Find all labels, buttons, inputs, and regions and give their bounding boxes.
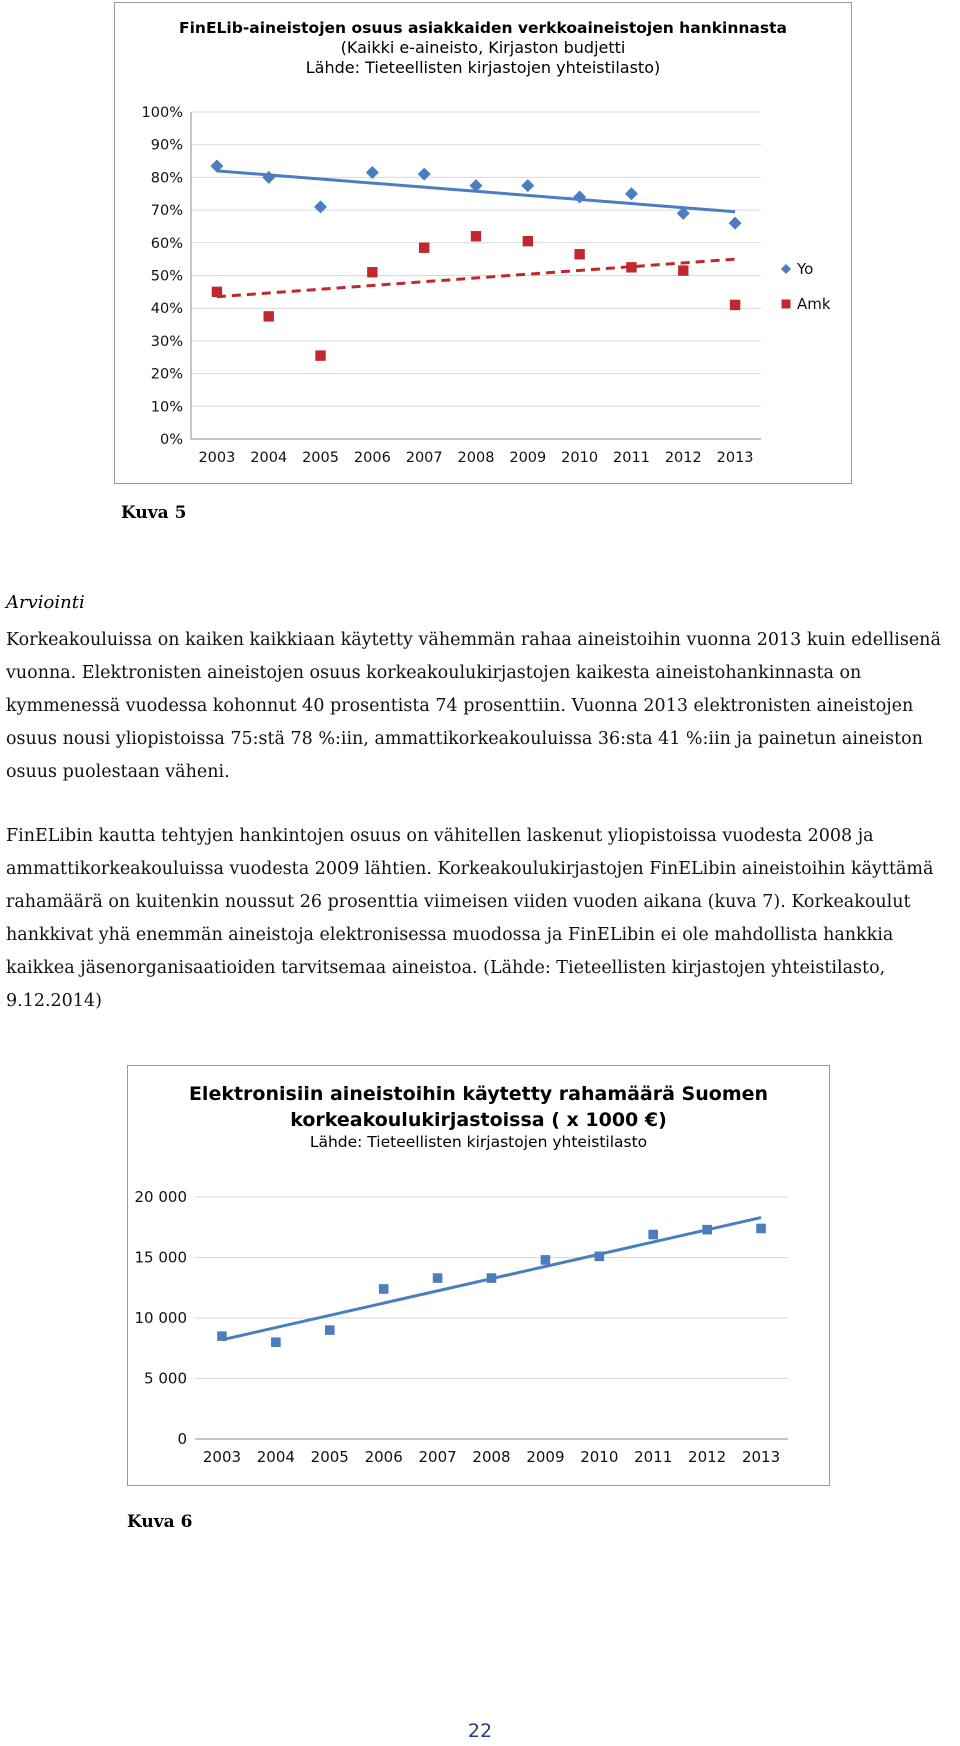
x-tick-label: 2006 — [364, 1448, 403, 1466]
x-tick-label: 2011 — [613, 450, 650, 466]
y-tick-label: 50% — [150, 268, 183, 285]
legend-label: Yo — [797, 260, 814, 278]
x-tick-label: 2008 — [457, 450, 495, 466]
x-tick-label: 2007 — [418, 1448, 457, 1466]
chart1-subtitle-line-2: Lähde: Tieteellisten kirjastojen yhteistilasto) — [305, 58, 661, 78]
data-point — [314, 200, 327, 213]
legend-marker — [782, 300, 791, 309]
x-tick-label: 2013 — [716, 450, 754, 466]
data-point — [367, 267, 377, 277]
data-point — [217, 1331, 227, 1341]
y-tick-label: 20% — [150, 366, 183, 383]
data-point — [418, 168, 431, 181]
y-tick-label: 0 — [177, 1430, 187, 1448]
chart1-plot — [115, 3, 851, 483]
x-tick-label: 2009 — [509, 450, 547, 466]
figure-caption-5: Kuva 5 — [121, 503, 187, 523]
y-tick-label: 100% — [141, 105, 183, 121]
x-tick-label: 2011 — [634, 1448, 673, 1466]
data-point — [678, 265, 688, 275]
data-point — [702, 1225, 712, 1235]
chart-finelib-share — [114, 2, 852, 484]
data-point — [212, 287, 222, 297]
figure-caption-6: Kuva 6 — [127, 1512, 193, 1532]
trendline — [217, 259, 735, 297]
x-tick-label: 2010 — [580, 1448, 619, 1466]
data-point — [433, 1273, 443, 1283]
chart2-title-line-1: Elektronisiin aineistoihin käytetty rahamäärä Suomen — [188, 1083, 769, 1105]
data-point — [471, 231, 481, 241]
x-tick-label: 2009 — [526, 1448, 565, 1466]
chart2-subtitle: Lähde: Tieteellisten kirjastojen yhteistilasto — [309, 1133, 648, 1152]
data-point — [264, 311, 274, 321]
data-point — [419, 243, 429, 253]
data-point — [262, 171, 275, 184]
data-point — [379, 1284, 389, 1294]
chart-electronic-spending — [127, 1065, 830, 1486]
y-tick-label: 60% — [150, 235, 183, 252]
data-point — [648, 1230, 658, 1240]
chart2-plot — [128, 1066, 829, 1485]
x-tick-label: 2003 — [202, 1448, 242, 1466]
data-point — [573, 191, 586, 204]
y-tick-label: 15 000 — [134, 1248, 187, 1267]
data-point — [523, 236, 533, 246]
data-point — [271, 1337, 281, 1347]
x-tick-label: 2007 — [405, 450, 443, 466]
x-tick-label: 2010 — [561, 450, 599, 466]
x-tick-label: 2003 — [198, 450, 236, 466]
data-point — [325, 1325, 335, 1335]
y-tick-label: 30% — [150, 333, 183, 350]
x-tick-label: 2004 — [256, 1448, 295, 1466]
data-point — [626, 262, 636, 272]
y-tick-label: 80% — [150, 170, 183, 187]
legend-label: Amk — [797, 295, 831, 313]
data-point — [541, 1255, 551, 1265]
y-tick-label: 10 000 — [134, 1309, 187, 1327]
y-tick-label: 20 000 — [134, 1188, 187, 1206]
legend-marker — [781, 264, 791, 274]
y-tick-label: 0% — [159, 432, 183, 448]
x-tick-label: 2012 — [664, 450, 702, 466]
x-tick-label: 2006 — [353, 450, 391, 466]
chart2-title-line-2: korkeakoulukirjastoissa ( x 1000 €) — [290, 1108, 667, 1131]
data-point — [730, 300, 740, 310]
chart1-subtitle-line-1: (Kaikki e-aineisto, Kirjaston budjetti — [340, 38, 626, 58]
y-tick-label: 10% — [150, 399, 183, 416]
paragraph-2: FinELibin kautta tehtyjen hankintojen osuus on vähitellen laskenut yliopistoissa vuodesta 2008 ja ammattikorkeakouluissa vuodesta 2009 lähtien. Korkeakoulukirjastojen FinELibin aineistoihin käyttämä rahamäärä on kuitenkin noussut 26 prosenttia viimeisen viiden vuoden aikana (kuva 7). Korkeakoulut hankkivat yhä enemmän aineistoja elektronisessa muodossa ja FinELibin ei ole mahdollista hankkia kaikkea jäsenorganisaatioiden tarvitsemaa aineistoa. (Lähde: Tieteellisten kirjastojen yhteistilasto, 9.12.2014) — [6, 826, 934, 1011]
data-point — [574, 249, 584, 259]
page-number: 22 — [467, 1720, 493, 1742]
chart1-title: FinELib-aineistojen osuus asiakkaiden verkkoaineistojen hankinnasta — [179, 19, 787, 37]
data-point — [315, 350, 325, 360]
y-tick-label: 40% — [150, 301, 183, 318]
data-point — [729, 217, 742, 230]
x-tick-label: 2005 — [302, 450, 339, 466]
data-point — [756, 1224, 766, 1234]
section-heading: Arviointi — [6, 592, 85, 613]
data-point — [625, 187, 638, 200]
x-tick-label: 2004 — [250, 450, 288, 466]
y-tick-label: 5 000 — [144, 1369, 187, 1388]
paragraph-1: Korkeakouluissa on kaiken kaikkiaan käytetty vähemmän rahaa aineistoihin vuonna 2013 kuin edellisenä vuonna. Elektronisten aineistojen osuus korkeakoulukirjastojen kaikesta aineistohankinnasta on kymmenessä vuodessa kohonnut 40 prosentista 74 prosenttiin. Vuonna 2013 elektronisten aineistojen osuus nousi yliopistoissa 75:stä 78 %:iin, ammattikorkeakouluissa 36:sta 41 %:iin ja painetun aineiston osuus puolestaan väheni. — [6, 630, 941, 782]
y-tick-label: 90% — [150, 137, 183, 154]
x-tick-label: 2008 — [472, 1448, 511, 1466]
x-tick-label: 2013 — [741, 1448, 781, 1466]
data-point — [595, 1251, 605, 1261]
data-point — [487, 1273, 497, 1283]
y-tick-label: 70% — [150, 203, 183, 220]
x-tick-label: 2012 — [688, 1448, 727, 1466]
x-tick-label: 2005 — [310, 1448, 349, 1466]
data-point — [521, 179, 534, 192]
